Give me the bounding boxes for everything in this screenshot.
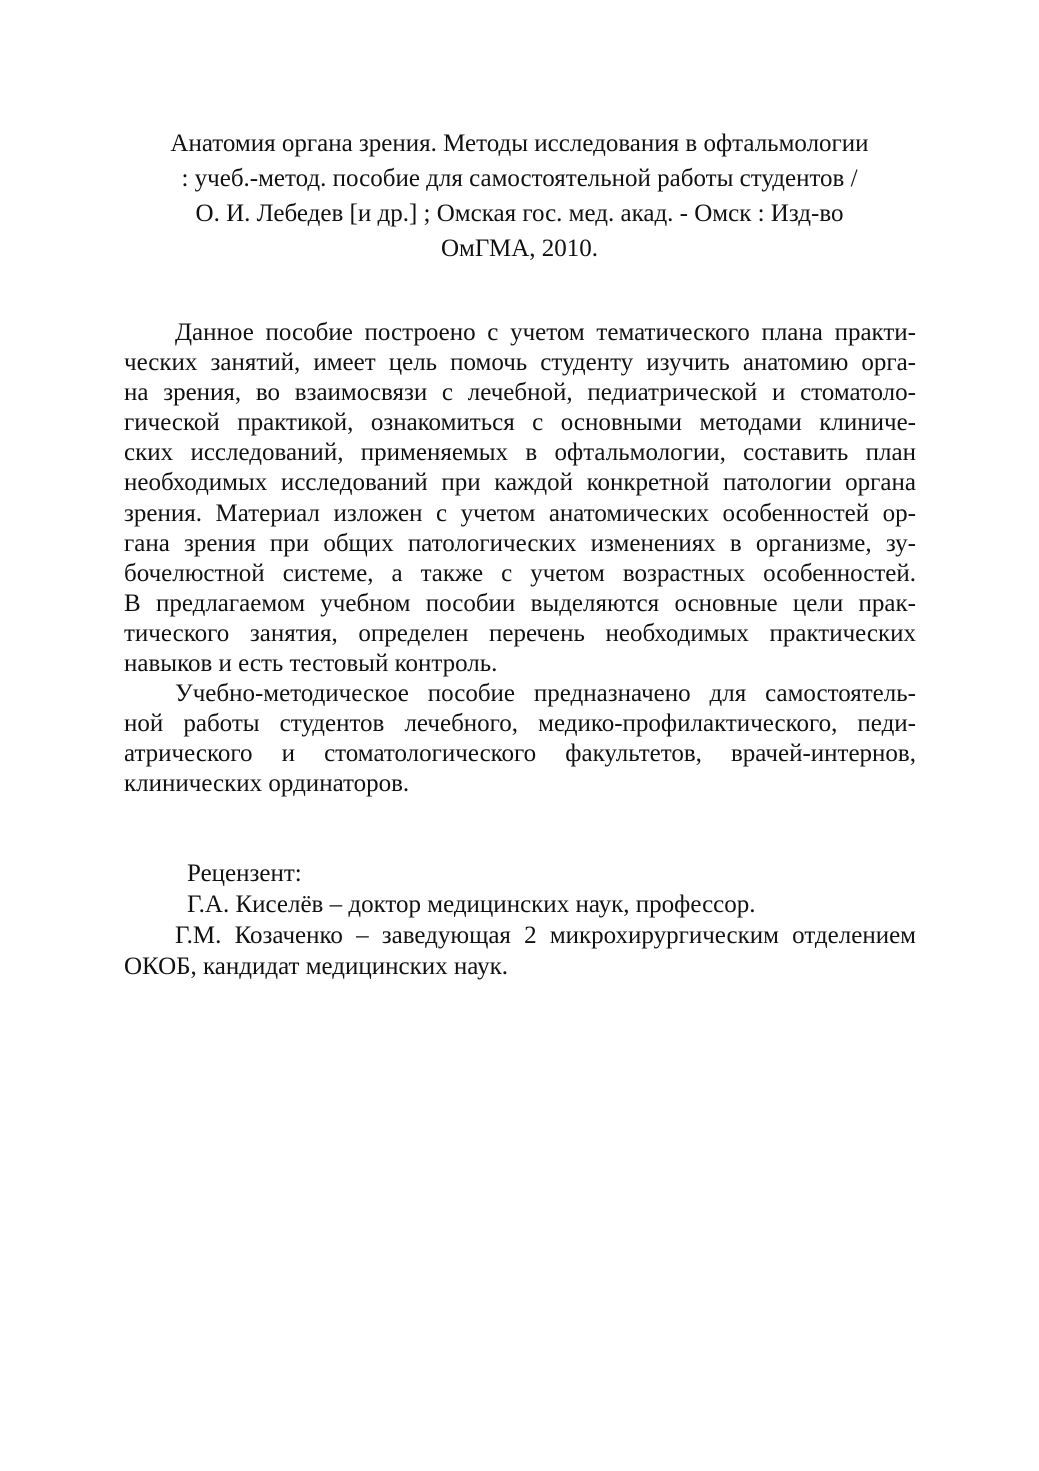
text-line: гической практикой, ознакомиться с основными методами клиниче- (124, 409, 916, 437)
text-line: атрического и стоматологического факультетов, врачей-интернов, (124, 740, 916, 768)
annotation-paragraph-2 (124, 679, 916, 799)
biblio-line: ОмГМА, 2010. (440, 235, 599, 262)
text-line: навыков и есть тестовый контроль. (124, 650, 498, 678)
text-line: гана зрения при общих патологических изменениях в организме, зу- (124, 529, 916, 557)
text-line: клинических ординаторов. (124, 770, 410, 798)
text-line: бочелюстной системе, а также с учетом возрастных особенностей. (124, 559, 916, 587)
text-line: зрения. Материал изложен с учетом анатомических особенностей ор- (124, 499, 916, 527)
text-line: ских исследований, применяемых в офтальмологии, составить план (124, 439, 916, 467)
text-line: Данное пособие построено с учетом тематического плана практи- (175, 319, 916, 346)
text-line: В предлагаемом учебном пособии выделяются основные цели прак- (124, 589, 916, 617)
biblio-line: : учеб.-метод. пособие для самостоятельной работы студентов / (181, 165, 858, 192)
annotation (124, 318, 916, 800)
annotation-paragraph-1 (124, 318, 916, 679)
reviewer-label: Рецензент: (187, 860, 302, 887)
reviewers-block (124, 858, 916, 982)
text-line: Учебно-методическое пособие предназначено для самостоятель- (175, 680, 916, 708)
text-line: тического занятия, определен перечень необходимых практических (124, 619, 916, 647)
text-line: ной работы студентов лечебного, медико-профилактического, педи- (124, 710, 916, 738)
reviewer-entry: Г.А. Киселёв – доктор медицинских наук, профессор. (187, 891, 756, 918)
text-line: на зрения, во взаимосвязи с лечебной, педиатрической и стоматоло- (124, 379, 916, 407)
reviewer-entry-continued: ОКОБ, кандидат медицинских наук. (124, 953, 508, 980)
text-line: необходимых исследований при каждой конкретной патологии органа (124, 469, 916, 497)
reviewer-entry: Г.М. Козаченко – заведующая 2 микрохирургическим отделением (175, 922, 916, 949)
bibliographic-record (122, 126, 917, 266)
text-line: ческих занятий, имеет цель помочь студенту изучить анатомию орга- (124, 349, 916, 377)
biblio-line: О. И. Лебедев [и др.] ; Омская гос. мед. акад. - Омск : Изд-во (195, 200, 844, 227)
biblio-line: Анатомия органа зрения. Методы исследования в офтальмологии (170, 130, 869, 157)
